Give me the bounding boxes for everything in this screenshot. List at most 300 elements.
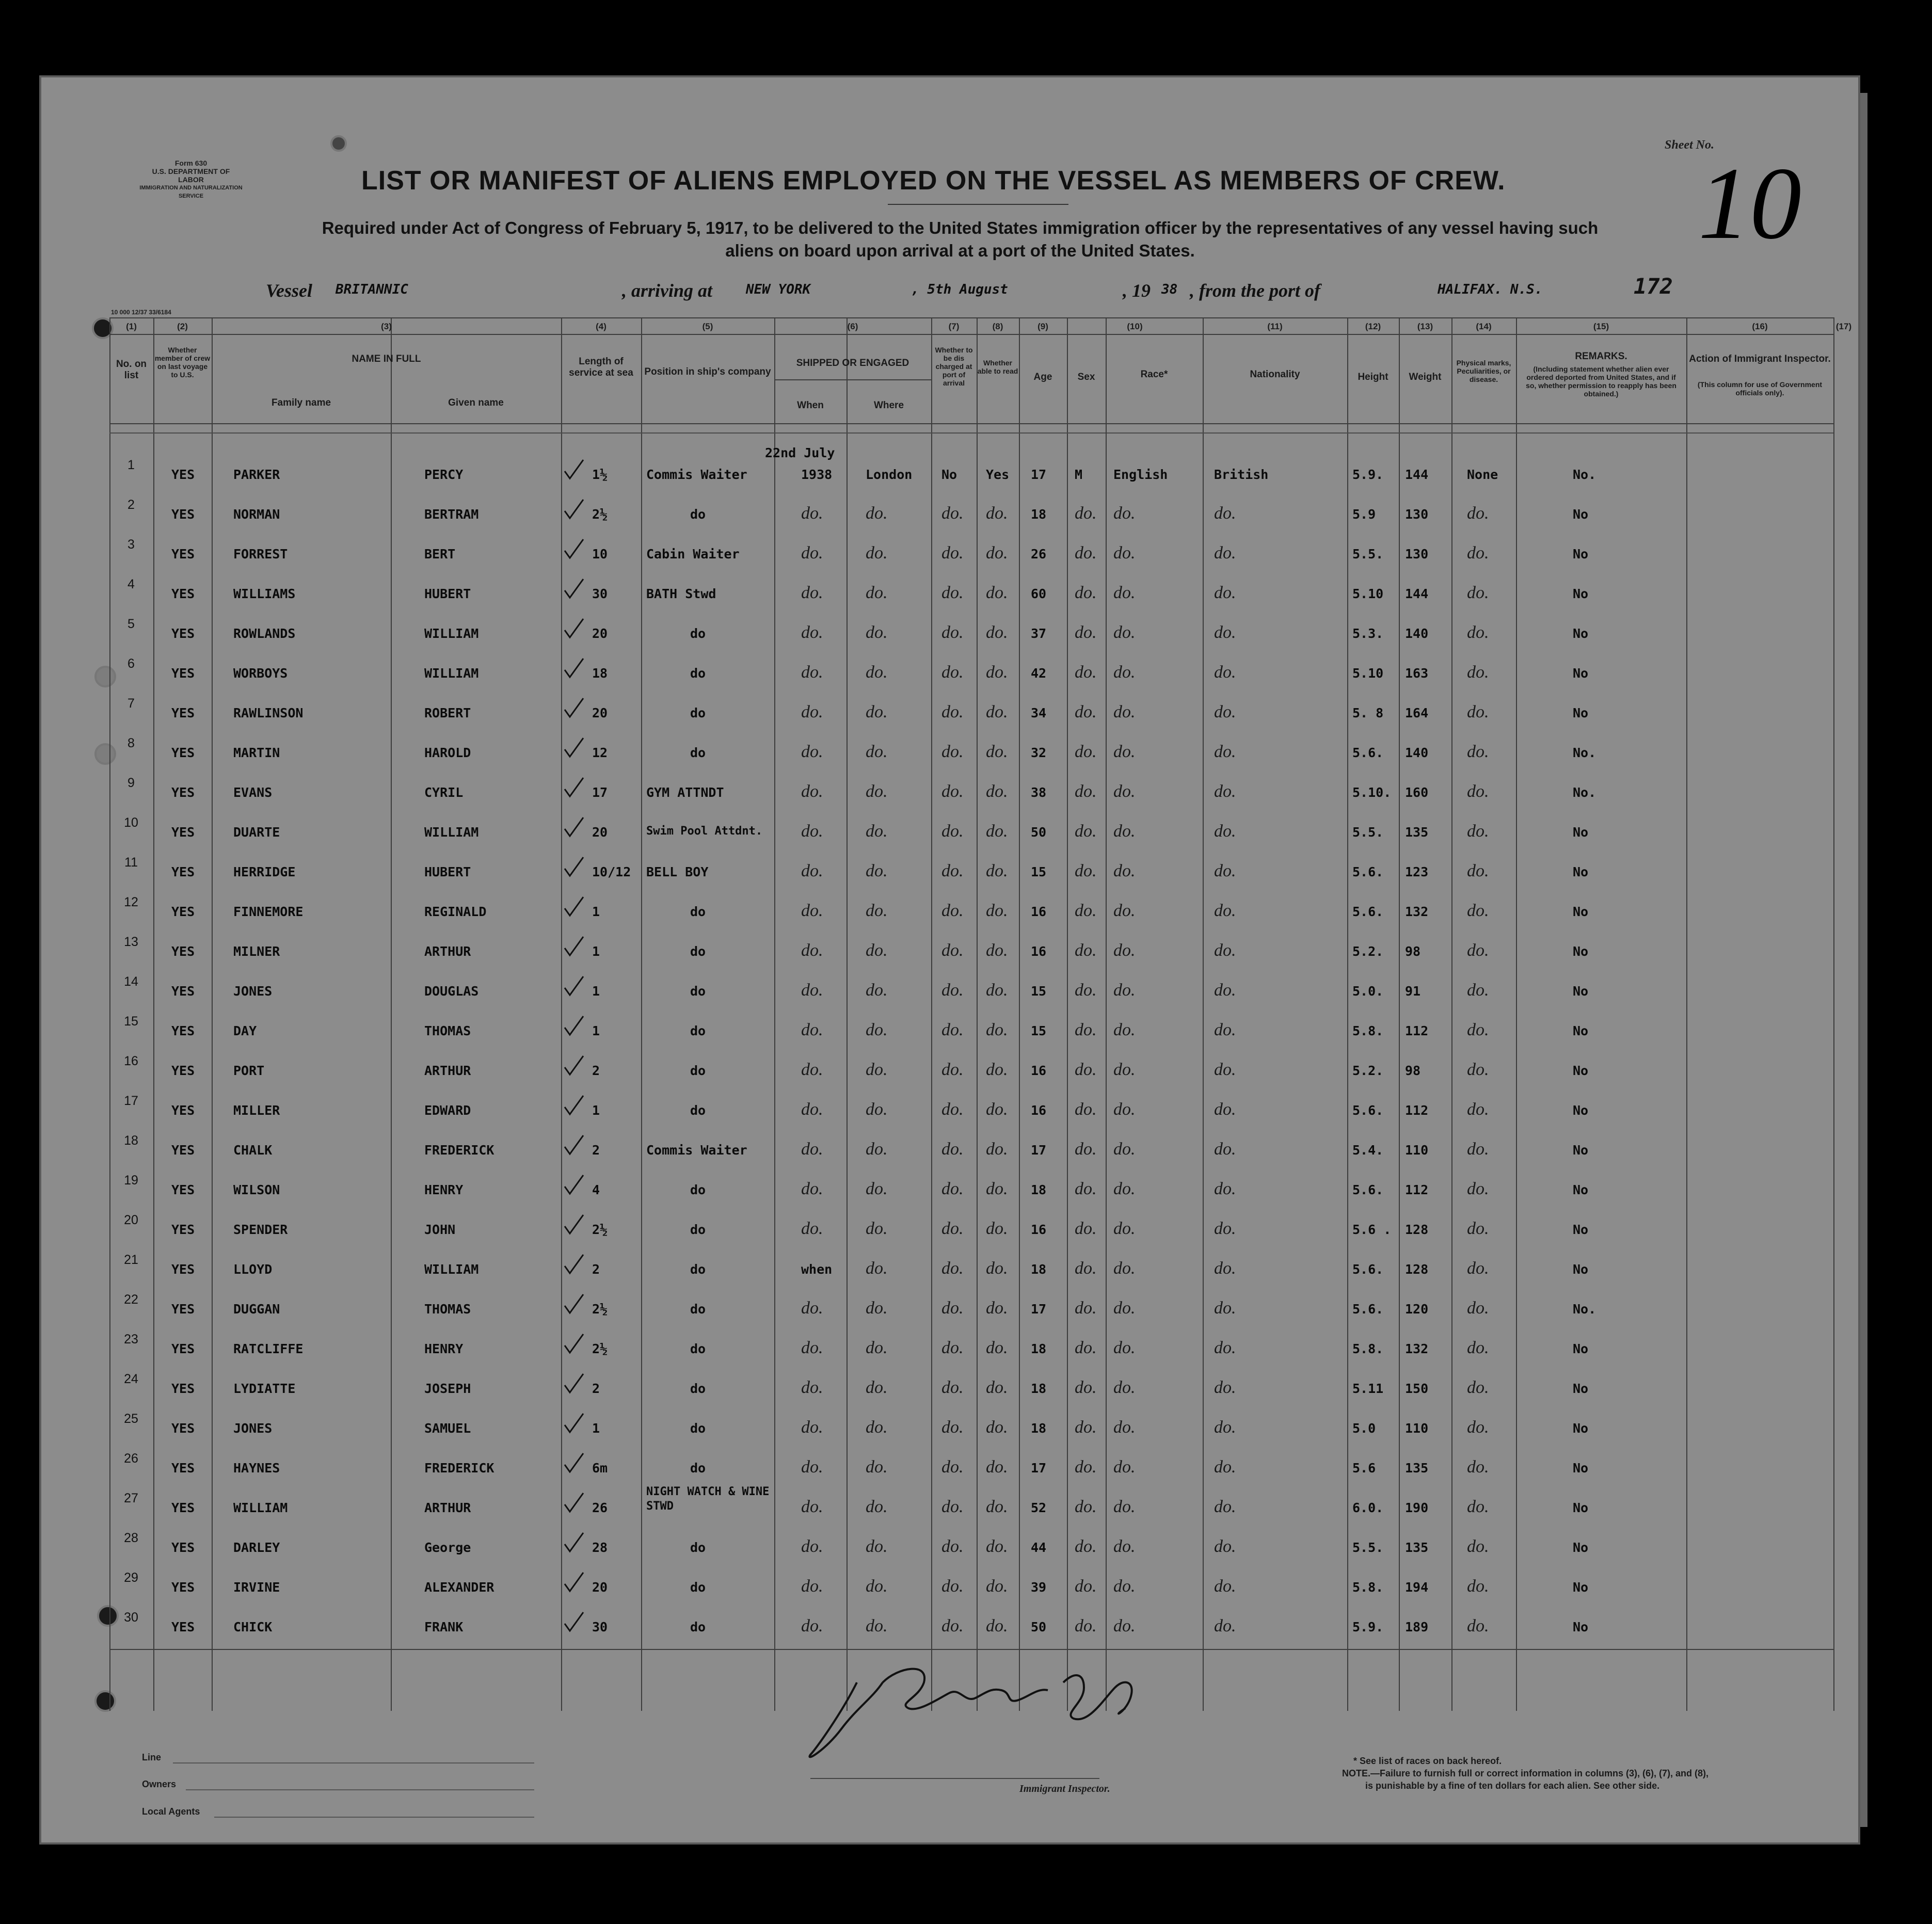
cell-discharged: do. bbox=[941, 1338, 964, 1357]
cell-position: do bbox=[690, 1262, 706, 1277]
cell-weight: 123 bbox=[1405, 864, 1429, 879]
cell-shipped-when: do. bbox=[801, 1298, 823, 1318]
cell-given-name: BERT bbox=[424, 547, 456, 562]
cell-position: do bbox=[690, 904, 706, 919]
cell-able-to-read: do. bbox=[986, 1060, 1008, 1079]
cell-shipped-when: do. bbox=[801, 543, 823, 563]
cell-race: do. bbox=[1113, 1537, 1136, 1556]
header-family-name: Family name bbox=[271, 397, 331, 408]
print-code: 10 000 12/37 33/6184 bbox=[111, 309, 171, 316]
cell-remarks: No bbox=[1573, 1540, 1589, 1555]
cell-family-name: WILSON bbox=[233, 1182, 280, 1197]
cell-family-name: PORT bbox=[233, 1063, 265, 1078]
cell-race: do. bbox=[1113, 1060, 1136, 1079]
cell-nationality: do. bbox=[1214, 1298, 1236, 1318]
header-able-read: Whether able to read bbox=[977, 359, 1018, 375]
cell-length-of-service: 1 bbox=[592, 1421, 600, 1436]
cell-length-of-service: 2½ bbox=[592, 1341, 608, 1356]
cell-shipped-when: do. bbox=[801, 663, 823, 682]
cell-age: 18 bbox=[1031, 1381, 1047, 1396]
cell-race: do. bbox=[1113, 1140, 1136, 1159]
cell-family-name: EVANS bbox=[233, 785, 273, 800]
cell-position: do bbox=[690, 1063, 706, 1078]
cell-sex: do. bbox=[1075, 1179, 1097, 1198]
cell-position: do bbox=[690, 1620, 706, 1634]
header-given-name: Given name bbox=[448, 397, 504, 408]
cell-given-name: HAROLD bbox=[424, 745, 471, 760]
first-row-when-date: 22nd July bbox=[765, 445, 835, 460]
row-number: 6 bbox=[127, 656, 135, 671]
cell-shipped-where: do. bbox=[866, 1100, 888, 1119]
column-index: (10) bbox=[1127, 322, 1143, 331]
cell-length-of-service: 10 bbox=[592, 547, 608, 562]
cell-remarks: No bbox=[1573, 1620, 1589, 1634]
cell-given-name: JOHN bbox=[424, 1222, 456, 1237]
cell-position: do bbox=[690, 626, 706, 641]
cell-length-of-service: 28 bbox=[592, 1540, 608, 1555]
cell-position: do bbox=[690, 1222, 706, 1237]
cell-discharged: do. bbox=[941, 1418, 964, 1437]
cell-position: do bbox=[690, 507, 706, 522]
cell-given-name: CYRIL bbox=[424, 785, 464, 800]
cell-shipped-when: do. bbox=[801, 702, 823, 722]
cell-able-to-read: do. bbox=[986, 1179, 1008, 1198]
cell-sex: do. bbox=[1075, 941, 1097, 960]
cell-shipped-when: do. bbox=[801, 623, 823, 642]
cell-member-last-voyage: YES bbox=[171, 1182, 195, 1197]
cell-given-name: EDWARD bbox=[424, 1103, 471, 1118]
subtitle bbox=[253, 217, 1667, 262]
cell-shipped-where: do. bbox=[866, 941, 888, 960]
cell-shipped-where: do. bbox=[866, 1577, 888, 1596]
header-shipped-engaged: SHIPPED OR ENGAGED bbox=[796, 358, 909, 368]
cell-family-name: HAYNES bbox=[233, 1461, 280, 1476]
cell-member-last-voyage: YES bbox=[171, 825, 195, 840]
cell-sex: do. bbox=[1075, 822, 1097, 841]
header-where: Where bbox=[873, 400, 904, 411]
header-length-service: Length of service at sea bbox=[569, 356, 633, 378]
cell-physical-marks: do. bbox=[1467, 901, 1489, 920]
cell-position: BELL BOY bbox=[646, 864, 709, 879]
cell-discharged: do. bbox=[941, 702, 964, 722]
column-index: (3) bbox=[381, 322, 392, 331]
cell-nationality: do. bbox=[1214, 1497, 1236, 1516]
cell-remarks: No bbox=[1573, 864, 1589, 879]
column-rule bbox=[1203, 317, 1204, 1711]
check-mark-icon bbox=[563, 1372, 586, 1396]
cell-position: do bbox=[690, 944, 706, 959]
cell-shipped-when: when bbox=[801, 1262, 833, 1277]
cell-physical-marks: do. bbox=[1467, 822, 1489, 841]
check-mark-icon bbox=[563, 1332, 586, 1356]
cell-height: 5.6 bbox=[1352, 1461, 1376, 1476]
cell-age: 17 bbox=[1031, 1302, 1047, 1317]
cell-sex: do. bbox=[1075, 583, 1097, 602]
cell-length-of-service: 1 bbox=[592, 1103, 600, 1118]
cell-age: 50 bbox=[1031, 1620, 1047, 1634]
cell-shipped-where: do. bbox=[866, 742, 888, 761]
cell-given-name: HUBERT bbox=[424, 864, 471, 879]
cell-weight: 112 bbox=[1405, 1023, 1429, 1038]
row-number: 11 bbox=[124, 855, 138, 870]
cell-nationality: do. bbox=[1214, 1259, 1236, 1278]
check-mark-icon bbox=[563, 1054, 586, 1078]
cell-sex: do. bbox=[1075, 1219, 1097, 1238]
cell-able-to-read: do. bbox=[986, 1259, 1008, 1278]
header-rule bbox=[109, 317, 1833, 318]
arriving-port: NEW YORK bbox=[746, 282, 811, 297]
cell-remarks: No bbox=[1573, 944, 1589, 959]
cell-discharged: do. bbox=[941, 1457, 964, 1477]
cell-age: 18 bbox=[1031, 1182, 1047, 1197]
cell-member-last-voyage: YES bbox=[171, 785, 195, 800]
cell-age: 38 bbox=[1031, 785, 1047, 800]
cell-height: 5.5. bbox=[1352, 825, 1384, 840]
row-number: 1 bbox=[127, 458, 135, 472]
cell-nationality: do. bbox=[1214, 1060, 1236, 1079]
column-index: (4) bbox=[596, 322, 606, 331]
cell-sex: do. bbox=[1075, 1338, 1097, 1357]
cell-nationality: do. bbox=[1214, 941, 1236, 960]
cell-race: do. bbox=[1113, 1616, 1136, 1636]
cell-shipped-when: do. bbox=[801, 1577, 823, 1596]
cell-length-of-service: 10/12 bbox=[592, 864, 631, 879]
cell-discharged: do. bbox=[941, 1100, 964, 1119]
cell-remarks: No bbox=[1573, 984, 1589, 999]
cell-age: 50 bbox=[1031, 825, 1047, 840]
cell-family-name: HERRIDGE bbox=[233, 864, 296, 879]
cell-family-name: NORMAN bbox=[233, 507, 280, 522]
cell-family-name: WILLIAM bbox=[233, 1500, 288, 1515]
cell-weight: 120 bbox=[1405, 1302, 1429, 1317]
cell-physical-marks: do. bbox=[1467, 702, 1489, 722]
cell-weight: 128 bbox=[1405, 1222, 1429, 1237]
departure-port: HALIFAX. N.S. bbox=[1438, 282, 1543, 297]
cell-position: Swim Pool Attdnt. bbox=[646, 825, 763, 838]
cell-shipped-where: do. bbox=[866, 663, 888, 682]
cell-remarks: No bbox=[1573, 626, 1589, 641]
cell-age: 15 bbox=[1031, 1023, 1047, 1038]
check-mark-icon bbox=[563, 1451, 586, 1475]
cell-position: do bbox=[690, 1103, 706, 1118]
cell-given-name: HENRY bbox=[424, 1182, 464, 1197]
cell-remarks: No bbox=[1573, 1381, 1589, 1396]
cell-height: 5.9 bbox=[1352, 507, 1376, 522]
cell-age: 34 bbox=[1031, 706, 1047, 720]
cell-remarks: No. bbox=[1573, 745, 1596, 760]
cell-discharged: do. bbox=[941, 1219, 964, 1238]
cell-physical-marks: do. bbox=[1467, 1378, 1489, 1397]
cell-position: do bbox=[690, 745, 706, 760]
department: U.S. DEPARTMENT OF LABOR bbox=[152, 167, 230, 184]
cell-family-name: JONES bbox=[233, 984, 273, 999]
row-number: 17 bbox=[124, 1094, 138, 1108]
cell-family-name: RAWLINSON bbox=[233, 706, 304, 720]
page-edge bbox=[1858, 93, 1867, 1827]
cell-position: do bbox=[690, 1540, 706, 1555]
cell-position: do bbox=[690, 1580, 706, 1595]
cell-physical-marks: do. bbox=[1467, 782, 1489, 801]
cell-discharged: do. bbox=[941, 1378, 964, 1397]
cell-length-of-service: 1½ bbox=[592, 467, 608, 482]
cell-physical-marks: do. bbox=[1467, 1100, 1489, 1119]
header-action-note: (This column for use of Government officials only). bbox=[1697, 380, 1823, 397]
cell-shipped-where: do. bbox=[866, 702, 888, 722]
cell-length-of-service: 20 bbox=[592, 825, 608, 840]
cell-race: do. bbox=[1113, 583, 1136, 602]
cell-member-last-voyage: YES bbox=[171, 1580, 195, 1595]
cell-shipped-when: do. bbox=[801, 941, 823, 960]
cell-remarks: No bbox=[1573, 1103, 1589, 1118]
check-mark-icon bbox=[563, 537, 586, 561]
cell-able-to-read: do. bbox=[986, 1418, 1008, 1437]
check-mark-icon bbox=[563, 1610, 586, 1634]
cell-nationality: do. bbox=[1214, 543, 1236, 563]
cell-discharged: do. bbox=[941, 941, 964, 960]
check-mark-icon bbox=[563, 1570, 586, 1594]
cell-shipped-where: do. bbox=[866, 504, 888, 523]
cell-discharged: No bbox=[941, 467, 957, 482]
cell-remarks: No bbox=[1573, 666, 1589, 681]
check-mark-icon bbox=[563, 895, 586, 919]
cell-height: 5.10 bbox=[1352, 666, 1384, 681]
cell-length-of-service: 30 bbox=[592, 1620, 608, 1634]
row-number: 14 bbox=[124, 974, 138, 989]
cell-shipped-when: do. bbox=[801, 1100, 823, 1119]
column-index: (6) bbox=[847, 322, 858, 331]
cell-discharged: do. bbox=[941, 1060, 964, 1079]
cell-height: 5.10. bbox=[1352, 785, 1392, 800]
cell-nationality: do. bbox=[1214, 1020, 1236, 1039]
cell-shipped-where: do. bbox=[866, 1378, 888, 1397]
cell-weight: 189 bbox=[1405, 1620, 1429, 1634]
cell-member-last-voyage: YES bbox=[171, 1023, 195, 1038]
column-rule bbox=[1019, 317, 1020, 1711]
cell-given-name: WILLIAM bbox=[424, 626, 479, 641]
footer-agents-field bbox=[214, 1817, 534, 1818]
column-index: (15) bbox=[1593, 322, 1609, 331]
cell-length-of-service: 2 bbox=[592, 1381, 600, 1396]
cell-able-to-read: do. bbox=[986, 901, 1008, 920]
cell-race: do. bbox=[1113, 1497, 1136, 1516]
cell-age: 16 bbox=[1031, 944, 1047, 959]
cell-discharged: do. bbox=[941, 742, 964, 761]
cell-family-name: CHICK bbox=[233, 1620, 273, 1634]
cell-able-to-read: do. bbox=[986, 1219, 1008, 1238]
cell-length-of-service: 20 bbox=[592, 1580, 608, 1595]
cell-remarks: No. bbox=[1573, 785, 1596, 800]
cell-shipped-where: do. bbox=[866, 583, 888, 602]
cell-member-last-voyage: YES bbox=[171, 1620, 195, 1634]
cell-discharged: do. bbox=[941, 663, 964, 682]
cell-height: 5.2. bbox=[1352, 944, 1384, 959]
check-mark-icon bbox=[563, 1014, 586, 1038]
cell-physical-marks: do. bbox=[1467, 1418, 1489, 1437]
arrival-date: , 5th August bbox=[911, 282, 1008, 297]
cell-shipped-when: do. bbox=[801, 1140, 823, 1159]
column-rule bbox=[1106, 317, 1107, 1711]
cell-sex: do. bbox=[1075, 1616, 1097, 1636]
cell-nationality: do. bbox=[1214, 981, 1236, 1000]
cell-shipped-where: London bbox=[866, 467, 913, 482]
column-index: (7) bbox=[948, 322, 960, 331]
column-rule bbox=[1399, 317, 1400, 1711]
form-meta bbox=[139, 159, 243, 200]
cell-able-to-read: do. bbox=[986, 822, 1008, 841]
cell-age: 16 bbox=[1031, 1103, 1047, 1118]
header-nationality: Nationality bbox=[1250, 369, 1300, 380]
cell-shipped-when: do. bbox=[801, 861, 823, 880]
cell-remarks: No bbox=[1573, 706, 1589, 720]
cell-shipped-where: do. bbox=[866, 822, 888, 841]
cell-race: do. bbox=[1113, 1219, 1136, 1238]
cell-age: 18 bbox=[1031, 1262, 1047, 1277]
cell-height: 5.8. bbox=[1352, 1341, 1384, 1356]
year-value: 38 bbox=[1161, 282, 1178, 297]
row-number: 24 bbox=[124, 1372, 138, 1386]
cell-age: 15 bbox=[1031, 984, 1047, 999]
cell-member-last-voyage: YES bbox=[171, 1103, 195, 1118]
cell-weight: 130 bbox=[1405, 547, 1429, 562]
cell-height: 5. 8 bbox=[1352, 706, 1384, 720]
cell-member-last-voyage: YES bbox=[171, 1063, 195, 1078]
races-note: * See list of races on back hereof. bbox=[1353, 1756, 1502, 1766]
cell-height: 5.8. bbox=[1352, 1580, 1384, 1595]
cell-race: English bbox=[1113, 467, 1168, 482]
cell-member-last-voyage: YES bbox=[171, 904, 195, 919]
cell-age: 18 bbox=[1031, 507, 1047, 522]
cell-nationality: do. bbox=[1214, 1616, 1236, 1636]
cell-height: 5.6 . bbox=[1352, 1222, 1392, 1237]
cell-weight: 130 bbox=[1405, 507, 1429, 522]
cell-member-last-voyage: YES bbox=[171, 1143, 195, 1158]
cell-race: do. bbox=[1113, 1457, 1136, 1477]
cell-given-name: JOSEPH bbox=[424, 1381, 471, 1396]
cell-weight: 112 bbox=[1405, 1103, 1429, 1118]
cell-weight: 150 bbox=[1405, 1381, 1429, 1396]
cell-given-name: SAMUEL bbox=[424, 1421, 471, 1436]
cell-able-to-read: do. bbox=[986, 1298, 1008, 1318]
cell-shipped-where: do. bbox=[866, 1537, 888, 1556]
cell-sex: do. bbox=[1075, 1537, 1097, 1556]
column-index: (1) bbox=[126, 322, 137, 331]
footer-line-field bbox=[173, 1762, 534, 1763]
cell-physical-marks: do. bbox=[1467, 623, 1489, 642]
column-index: (9) bbox=[1037, 322, 1048, 331]
check-mark-icon bbox=[563, 1094, 586, 1117]
cell-length-of-service: 20 bbox=[592, 706, 608, 720]
row-number: 8 bbox=[127, 736, 135, 750]
cell-nationality: do. bbox=[1214, 1537, 1236, 1556]
column-rule bbox=[212, 317, 213, 1711]
cell-sex: do. bbox=[1075, 543, 1097, 563]
column-index: (5) bbox=[702, 322, 713, 331]
cell-position: Commis Waiter bbox=[646, 467, 747, 482]
cell-nationality: do. bbox=[1214, 623, 1236, 642]
footer-owners-label: Owners bbox=[142, 1779, 177, 1789]
cell-height: 5.8. bbox=[1352, 1023, 1384, 1038]
row-number: 15 bbox=[124, 1014, 138, 1029]
cell-weight: 135 bbox=[1405, 1540, 1429, 1555]
cell-race: do. bbox=[1113, 901, 1136, 920]
cell-family-name: MILNER bbox=[233, 944, 280, 959]
cell-family-name: WORBOYS bbox=[233, 666, 288, 681]
check-mark-icon bbox=[563, 696, 586, 720]
subtitle-line-1: Required under Act of Congress of February 5, 1917, to be delivered to the United States immigration officer by the representatives of any vessel having such bbox=[322, 218, 1599, 237]
check-mark-icon bbox=[563, 776, 586, 799]
column-index: (13) bbox=[1417, 322, 1433, 331]
cell-remarks: No bbox=[1573, 1222, 1589, 1237]
cell-able-to-read: do. bbox=[986, 1497, 1008, 1516]
cell-weight: 140 bbox=[1405, 626, 1429, 641]
cell-remarks: No bbox=[1573, 1262, 1589, 1277]
note-line-1: NOTE.—Failure to furnish full or correct information in columns (3), (6), (7), and (8), bbox=[1342, 1768, 1709, 1778]
cell-shipped-where: do. bbox=[866, 1418, 888, 1437]
cell-height: 5.9. bbox=[1352, 1620, 1384, 1634]
cell-shipped-when: do. bbox=[801, 782, 823, 801]
header-when: When bbox=[797, 400, 824, 411]
header-rule bbox=[109, 334, 1833, 335]
cell-position: NIGHT WATCH & WINE STWD bbox=[646, 1485, 770, 1513]
cell-length-of-service: 1 bbox=[592, 1023, 600, 1038]
row-number: 25 bbox=[124, 1412, 138, 1426]
cell-nationality: do. bbox=[1214, 822, 1236, 841]
cell-age: 16 bbox=[1031, 1222, 1047, 1237]
check-mark-icon bbox=[563, 577, 586, 601]
cell-sex: do. bbox=[1075, 1497, 1097, 1516]
row-number: 16 bbox=[124, 1054, 138, 1068]
cell-physical-marks: do. bbox=[1467, 1616, 1489, 1636]
cell-member-last-voyage: YES bbox=[171, 944, 195, 959]
cell-given-name: WILLIAM bbox=[424, 1262, 479, 1277]
cell-position: BATH Stwd bbox=[646, 586, 716, 601]
cell-shipped-where: do. bbox=[866, 981, 888, 1000]
cell-height: 5.4. bbox=[1352, 1143, 1384, 1158]
cell-member-last-voyage: YES bbox=[171, 1262, 195, 1277]
row-number: 12 bbox=[124, 895, 138, 909]
check-mark-icon bbox=[563, 1253, 586, 1276]
cell-height: 5.5. bbox=[1352, 547, 1384, 562]
arriving-label: , arriving at bbox=[622, 280, 713, 301]
cell-length-of-service: 2 bbox=[592, 1143, 600, 1158]
cell-height: 5.6. bbox=[1352, 1302, 1384, 1317]
column-rule bbox=[774, 317, 775, 1711]
cell-sex: do. bbox=[1075, 901, 1097, 920]
cell-shipped-when: do. bbox=[801, 1219, 823, 1238]
cell-given-name: HENRY bbox=[424, 1341, 464, 1356]
header-rule bbox=[109, 423, 1833, 424]
cell-family-name: WILLIAMS bbox=[233, 586, 296, 601]
cell-nationality: do. bbox=[1214, 663, 1236, 682]
cell-physical-marks: do. bbox=[1467, 1497, 1489, 1516]
cell-member-last-voyage: YES bbox=[171, 547, 195, 562]
cell-height: 5.9. bbox=[1352, 467, 1384, 482]
cell-race: do. bbox=[1113, 623, 1136, 642]
row-number: 20 bbox=[124, 1213, 138, 1227]
cell-given-name: ARTHUR bbox=[424, 1500, 471, 1515]
cell-shipped-where: do. bbox=[866, 1060, 888, 1079]
cell-nationality: British bbox=[1214, 467, 1269, 482]
row-number: 3 bbox=[127, 537, 135, 552]
cell-nationality: do. bbox=[1214, 1219, 1236, 1238]
cell-sex: do. bbox=[1075, 1259, 1097, 1278]
check-mark-icon bbox=[563, 815, 586, 839]
row-number: 7 bbox=[127, 696, 135, 711]
header-race: Race* bbox=[1140, 369, 1168, 380]
cell-nationality: do. bbox=[1214, 1457, 1236, 1477]
cell-weight: 98 bbox=[1405, 944, 1421, 959]
cell-height: 6.0. bbox=[1352, 1500, 1384, 1515]
